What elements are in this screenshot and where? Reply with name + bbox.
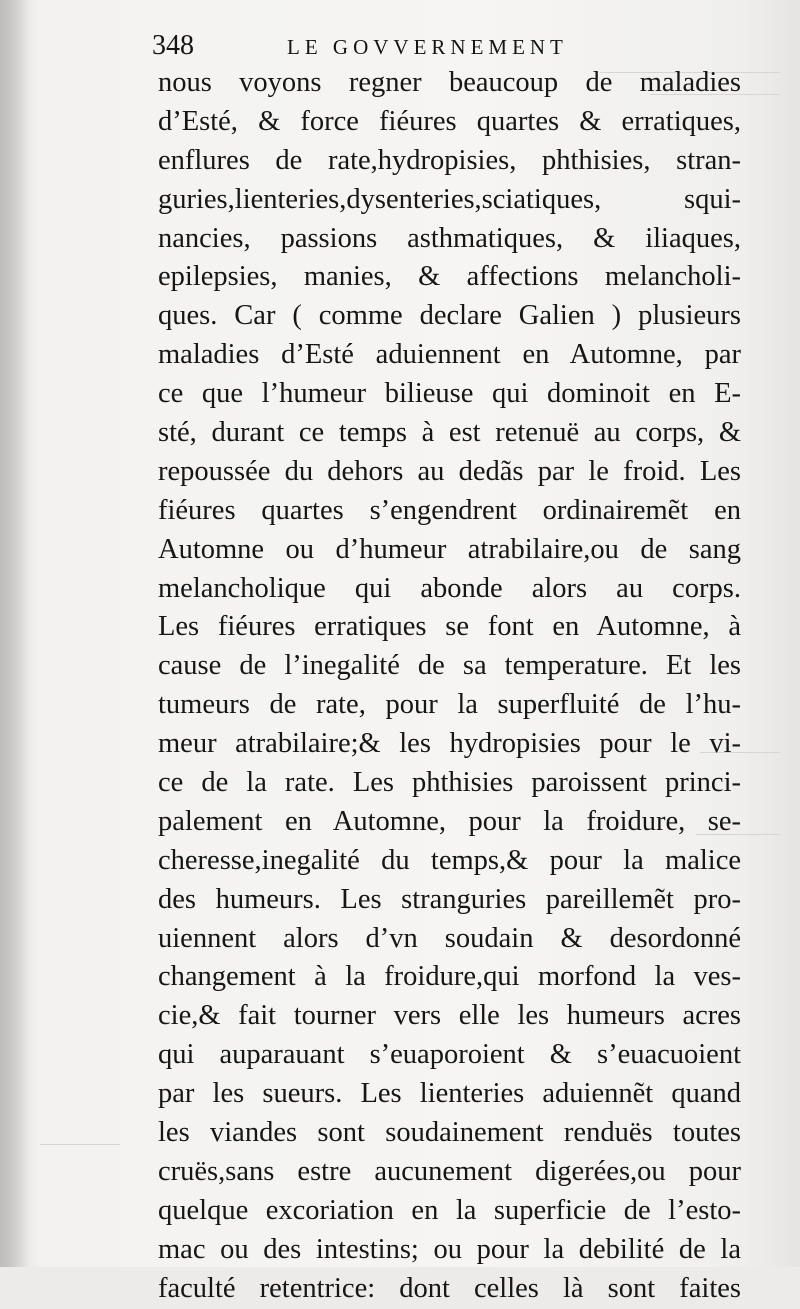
text-line: d’Esté, & force fiéures quartes & erratiques, <box>158 105 741 137</box>
text-line: les viandes sont soudainement renduës toutes <box>158 1117 741 1149</box>
text-line: cause de l’inegalité de sa temperature. Et les <box>158 650 741 682</box>
page-number: 348 <box>152 30 194 61</box>
text-line: nous voyons regner beaucoup de maladies <box>158 67 741 98</box>
text-line: maladies d’Esté aduiennent en Automne, par <box>158 339 741 371</box>
bleed-through-mark <box>40 1130 120 1145</box>
text-line: ce que l’humeur bilieuse qui dominoit en E- <box>158 378 741 410</box>
text-line: cie,& fait tourner vers elle les humeurs acres <box>158 1000 741 1032</box>
text-line: qui auparauant s’euaporoient & s’euacuoient <box>158 1039 741 1071</box>
text-line: des humeurs. Les stranguries pareillemẽt pro- <box>158 883 741 915</box>
text-line: meur atrabilaire;& les hydropisies pour le vi- <box>158 728 741 760</box>
text-line: ce de la rate. Les phthisies paroissent princi- <box>158 767 741 799</box>
running-title: LE GOVVERNEMENT <box>287 35 568 59</box>
text-line: tumeurs de rate, pour la superfluité de l’hu- <box>158 689 741 721</box>
text-line: guries,lienteries,dysenteries,sciatiques, squi- <box>158 183 741 215</box>
running-head <box>152 28 742 64</box>
text-line: melancholique qui abonde alors au corps. <box>158 572 741 604</box>
text-line: uiennent alors d’vn soudain & desordonné <box>158 922 741 954</box>
text-line: epilepsies, manies, & affections melancholi- <box>158 261 741 293</box>
text-line: sté, durant ce temps à est retenuë au corps, & <box>158 417 741 449</box>
text-line: quelque excoriation en la superficie de l’esto- <box>158 1194 741 1226</box>
text-line: changement à la froidure,qui morfond la ves- <box>158 961 741 993</box>
body-text <box>158 64 741 1309</box>
text-line: Les fiéures erratiques se font en Automne, à <box>158 611 741 643</box>
text-line: mac ou des intestins; ou pour la debilité de la <box>158 1233 741 1265</box>
text-line: Automne ou d’humeur atrabilaire,ou de sang <box>158 533 741 565</box>
text-line: fiéures quartes s’engendrent ordinairemẽt en <box>158 494 741 526</box>
text-line: cruës,sans estre aucunement digerées,ou pour <box>158 1155 741 1187</box>
text-line: palement en Automne, pour la froidure, se- <box>158 805 741 837</box>
text-line: repoussée du dehors au dedãs par le froid. Les <box>158 455 741 487</box>
text-line: faculté retentrice: dont celles là sont faites <box>158 1272 741 1304</box>
text-line: cheresse,inegalité du temps,& pour la malice <box>158 844 741 876</box>
text-line: nancies, passions asthmatiques, & iliaques, <box>158 222 741 254</box>
text-line: par les sueurs. Les lienteries aduiennẽt quand <box>158 1078 741 1110</box>
text-line: ques. Car ( comme declare Galien ) plusieurs <box>158 300 741 332</box>
text-line: enflures de rate,hydropisies, phthisies, stran- <box>158 144 741 176</box>
binding-shadow <box>0 0 28 1267</box>
